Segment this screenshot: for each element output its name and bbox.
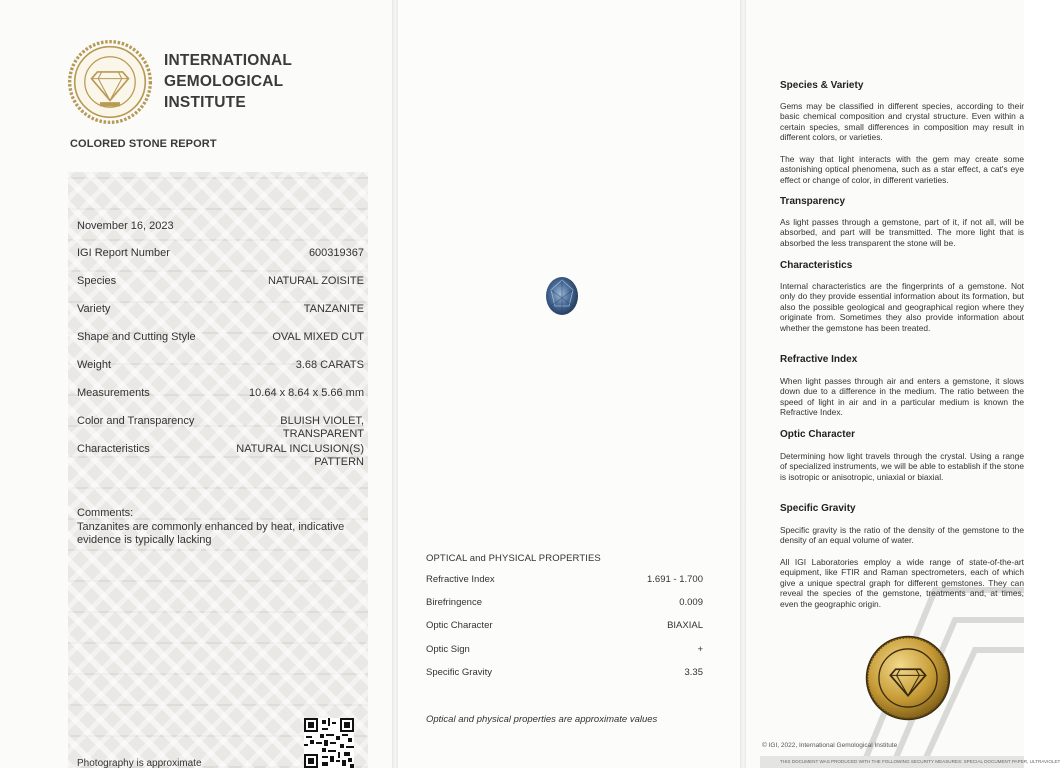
report-row-label: Characteristics bbox=[77, 443, 150, 455]
info-heading-characteristics: Characteristics bbox=[780, 260, 853, 271]
report-row-label: Variety bbox=[77, 303, 111, 315]
optical-row-label: Refractive Index bbox=[426, 574, 495, 585]
info-paragraph: Specific gravity is the ratio of the density of the gemstone to the density of an equal volume of water. bbox=[780, 525, 1024, 546]
info-heading-optic-character: Optic Character bbox=[780, 429, 856, 440]
report-row-label: Weight bbox=[77, 359, 112, 371]
report-row-value: OVAL MIXED CUT bbox=[272, 331, 364, 343]
info-heading-species-variety: Species & Variety bbox=[780, 80, 864, 91]
optical-row-label: Optic Character bbox=[426, 620, 493, 631]
optical-properties-note: Optical and physical properties are approximate values bbox=[426, 714, 658, 725]
report-row-label: IGI Report Number bbox=[77, 247, 170, 259]
report-row-value: NATURAL ZOISITE bbox=[268, 275, 364, 287]
security-measures-strip: THIS DOCUMENT WAS PRODUCED WITH THE FOLLOWING SECURITY MEASURES: SPECIAL DOCUMENT PAPER, ULTRAVIOLET bbox=[760, 756, 1024, 768]
info-paragraph: As light passes through a gemstone, part of it, if not all, will be absorbed, and part will be transmitted. The more light that is absorbed the less transparent the stone will be. bbox=[780, 217, 1024, 248]
report-row-label: Shape and Cutting Style bbox=[77, 331, 196, 343]
optical-row-value: BIAXIAL bbox=[667, 620, 703, 631]
optical-row-value: 3.35 bbox=[684, 667, 703, 678]
info-paragraph: When light passes through air and enters a gemstone, it slows down due to a difference in the medium. The ratio between the speed of light in air and in a particular medium is known the Refractive Index. bbox=[780, 376, 1024, 418]
info-paragraph: Internal characteristics are the fingerprints of a gemstone. Not only do they provide essential information about its formation, but also the possible geological and geographical region where they originate from. Sometimes they also provide information about whether the gemstone has been treated. bbox=[780, 281, 1024, 333]
report-row-value: 3.68 CARATS bbox=[295, 359, 364, 371]
info-heading-refractive-index: Refractive Index bbox=[780, 354, 858, 365]
qr-code-icon[interactable] bbox=[304, 718, 354, 768]
info-paragraph: The way that light interacts with the gem may create some astonishing optical phenomena, such as a star effect, a cat's eye effect or change of color, in different varieties. bbox=[780, 154, 1024, 185]
igi-seal-icon bbox=[68, 40, 152, 124]
photography-note: Photography is approximate bbox=[77, 758, 202, 769]
report-row-value: BLUISH VIOLET, TRANSPARENT bbox=[280, 415, 364, 440]
info-heading-specific-gravity: Specific Gravity bbox=[780, 503, 856, 514]
comments-label: Comments: bbox=[77, 507, 134, 519]
info-paragraph: Gems may be classified in different species, according to their basic chemical composition and crystal structure. Even within a certain species, small differences in composition may result in different colors, or varieties. bbox=[780, 101, 1024, 143]
report-row-value: 10.64 x 8.64 x 5.66 mm bbox=[249, 387, 364, 399]
optical-row-label: Specific Gravity bbox=[426, 667, 492, 678]
org-name-line: INSTITUTE bbox=[164, 94, 246, 111]
report-date: November 16, 2023 bbox=[77, 220, 174, 232]
security-watermark-background bbox=[68, 172, 368, 768]
report-row-label: Color and Transparency bbox=[77, 415, 195, 427]
comments-text: Tanzanites are commonly enhanced by heat, indicative evidence is typically lacking bbox=[77, 521, 345, 546]
optical-row-label: Birefringence bbox=[426, 597, 482, 608]
optical-properties-title: OPTICAL and PHYSICAL PROPERTIES bbox=[426, 553, 601, 564]
copyright-note: © IGI, 2022, International Gemological Institute bbox=[762, 742, 898, 749]
report-row-value: NATURAL INCLUSION(S) PATTERN bbox=[236, 443, 364, 468]
report-row-value: 600319367 bbox=[308, 247, 364, 259]
gold-seal-icon bbox=[864, 634, 952, 722]
gemstone-photo bbox=[545, 276, 579, 316]
report-row-label: Measurements bbox=[77, 387, 150, 399]
optical-row-label: Optic Sign bbox=[426, 644, 470, 655]
optical-row-value: 0.009 bbox=[679, 597, 703, 608]
info-paragraph: All IGI Laboratories employ a wide range of state-of-the-art equipment, like FTIR and Raman spectrometers, each of which give a unique spectral graph for different gemstones. They can reveal the species of the gemstone, treatments and, at times, even the geographic origin. bbox=[780, 557, 1024, 609]
report-type-title: COLORED STONE REPORT bbox=[70, 138, 217, 150]
info-heading-transparency: Transparency bbox=[780, 196, 846, 207]
org-name-line: GEMOLOGICAL bbox=[164, 73, 284, 90]
info-paragraph: Determining how light travels through the crystal. Using a range of specialized instruments, we will be able to establish if the stone is isotropic or anisotropic, uniaxial or biaxial. bbox=[780, 451, 1024, 482]
report-row-label: Species bbox=[77, 275, 117, 287]
optical-row-value: + bbox=[697, 644, 703, 655]
org-name-line: INTERNATIONAL bbox=[164, 52, 293, 69]
org-name bbox=[164, 50, 292, 113]
optical-row-value: 1.691 - 1.700 bbox=[647, 574, 703, 585]
report-row-value: TANZANITE bbox=[303, 303, 364, 315]
